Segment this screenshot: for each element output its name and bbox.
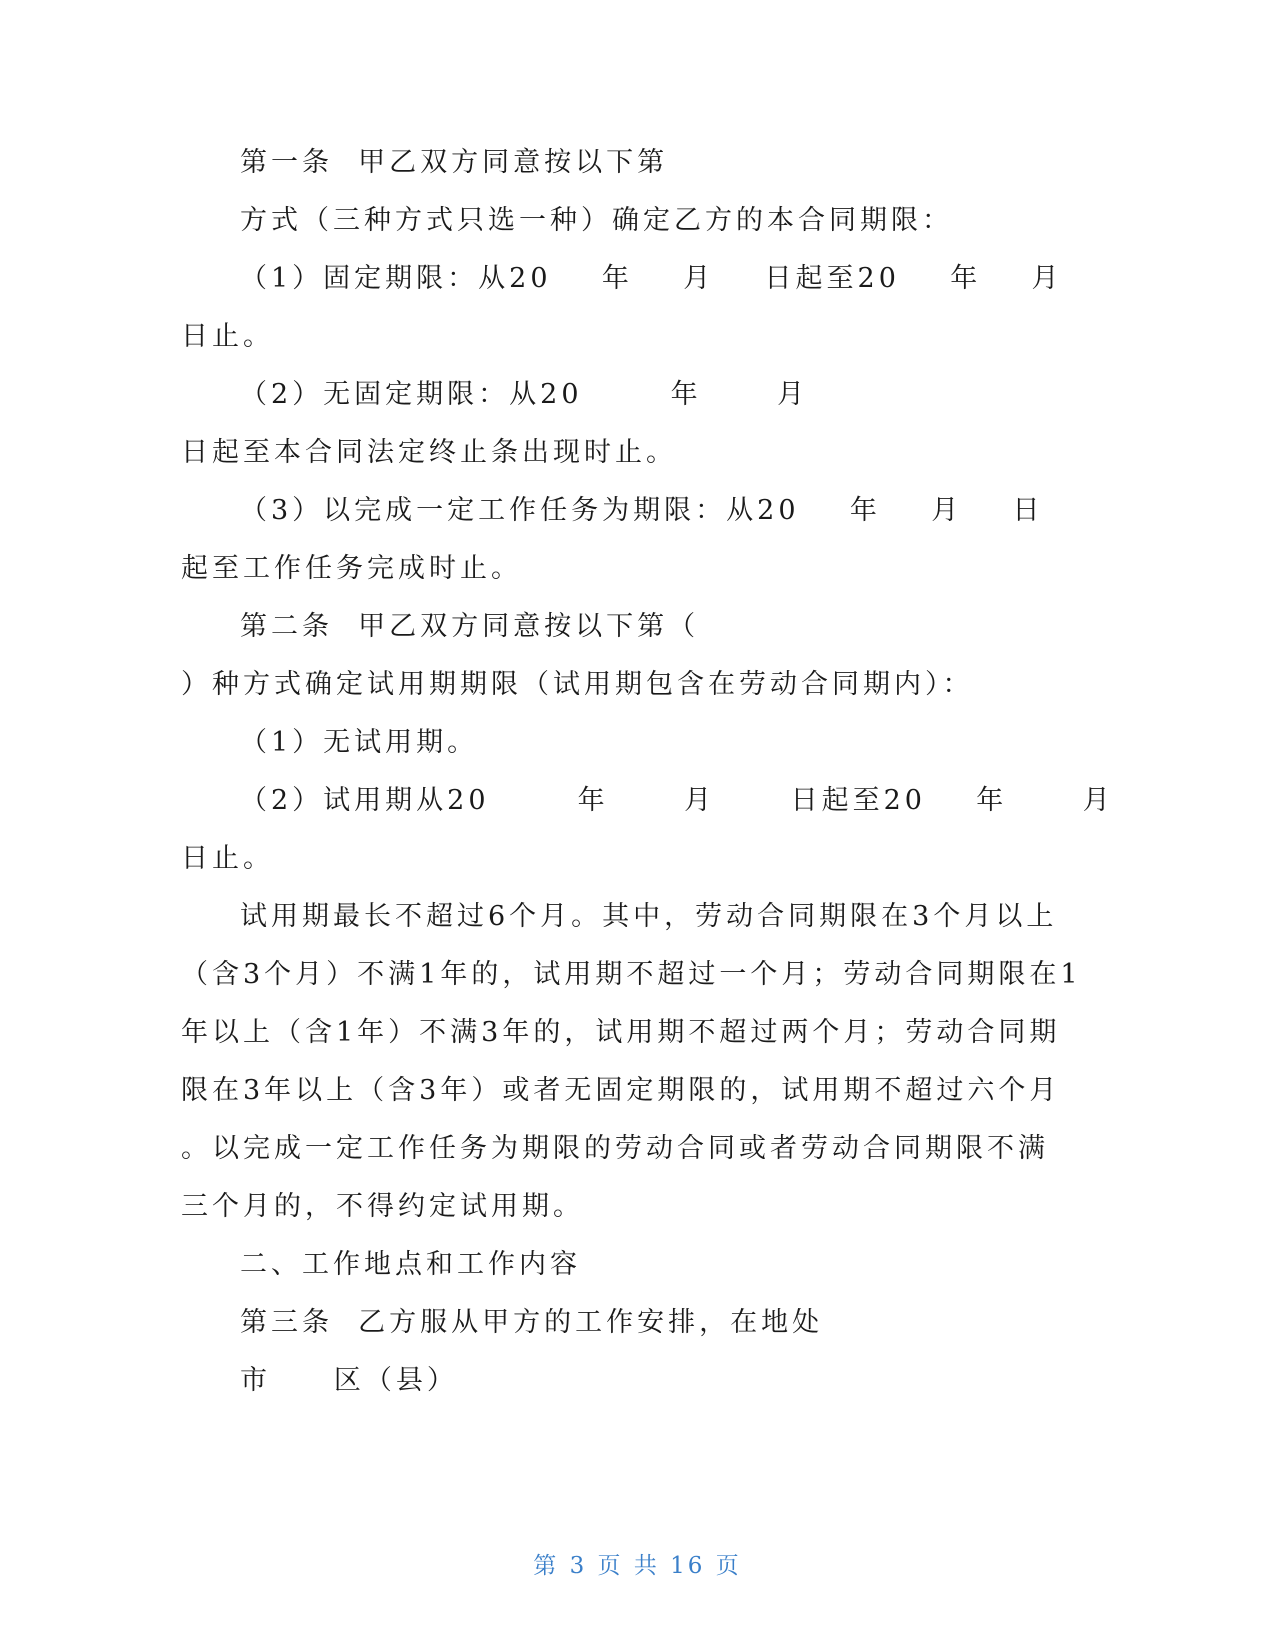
option-open-term: （2）无固定期限：从20 年 月 bbox=[240, 379, 809, 410]
article-1-text: 方式（三种方式只选一种）确定乙方的本合同期限： bbox=[240, 205, 953, 236]
option-task-term: （3）以完成一定工作任务为期限：从20 年 月 日 bbox=[240, 495, 1044, 526]
probation-option-period-end: 日止。 bbox=[181, 843, 274, 874]
article-1-heading: 第一条 甲乙双方同意按以下第 bbox=[240, 147, 669, 178]
option-task-term-end: 起至工作任务完成时止。 bbox=[181, 553, 522, 584]
article-2-text: ）种方式确定试用期期限（试用期包含在劳动合同期内）： bbox=[181, 669, 974, 700]
probation-rule-line-5: 。以完成一定工作任务为期限的劳动合同或者劳动合同期限不满 bbox=[181, 1133, 1049, 1164]
probation-rule-line-6: 三个月的，不得约定试用期。 bbox=[181, 1191, 584, 1222]
option-fixed-term-end: 日止。 bbox=[181, 321, 274, 352]
article-3-heading: 第三条 乙方服从甲方的工作安排，在地处 bbox=[240, 1307, 824, 1338]
probation-rule-line-3: 年以上（含1年）不满3年的，试用期不超过两个月；劳动合同期 bbox=[181, 1017, 1061, 1048]
article-2-heading: 第二条 甲乙双方同意按以下第（ bbox=[240, 611, 700, 642]
probation-rule-line-2: （含3个月）不满1年的，试用期不超过一个月；劳动合同期限在1 bbox=[181, 959, 1082, 990]
page-number-footer: 第 3 页 共 16 页 bbox=[533, 1553, 742, 1579]
option-open-term-end: 日起至本合同法定终止条出现时止。 bbox=[181, 437, 677, 468]
article-3-location: 市 区（县） bbox=[240, 1365, 458, 1396]
probation-option-none: （1）无试用期。 bbox=[240, 727, 479, 758]
probation-option-period: （2）试用期从20 年 月 日起至20 年 月 bbox=[240, 785, 1114, 816]
probation-rule-line-4: 限在3年以上（含3年）或者无固定期限的，试用期不超过六个月 bbox=[181, 1075, 1061, 1106]
option-fixed-term: （1）固定期限：从20 年 月 日起至20 年 月 bbox=[240, 263, 1063, 294]
section-2-heading: 二、工作地点和工作内容 bbox=[240, 1249, 581, 1280]
probation-rule-line-1: 试用期最长不超过6个月。其中，劳动合同期限在3个月以上 bbox=[240, 901, 1058, 932]
